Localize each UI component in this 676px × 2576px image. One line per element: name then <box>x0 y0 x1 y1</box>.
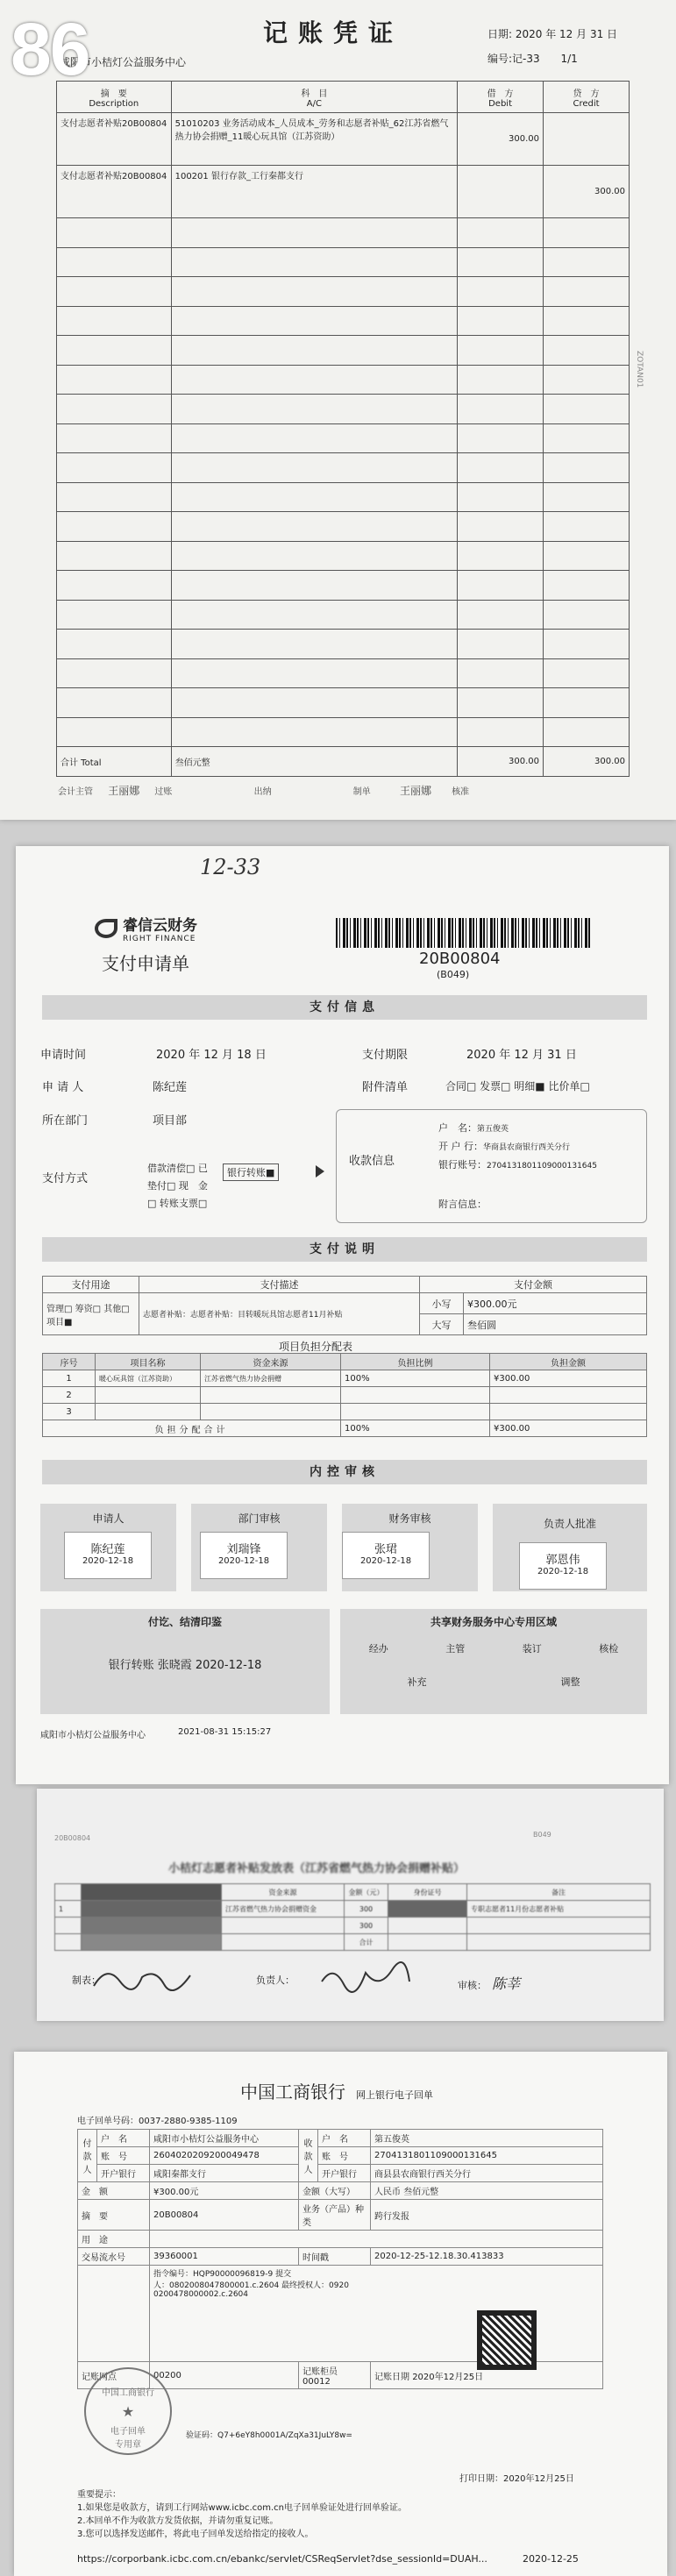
sheet-title: 小桔灯志愿者补贴发放表（江苏省燃气热力协会捐赠补贴） <box>168 1862 466 1875</box>
seq-no: 39360001 <box>150 2248 299 2266</box>
bank-seal: 中国工商银行 ★ 电子回单 专用章 <box>84 2367 172 2455</box>
sheet-table: 资金来源 金额（元） 身份证号 备注 1 江苏省燃气热力协会捐赠资金 300 专职志愿者11月份志愿者补贴 300 合计 <box>54 1883 651 1951</box>
pay-description: 志愿者补贴：志愿者补贴：目转暖玩具馆志愿者11月补贴 <box>139 1293 420 1335</box>
sig-responsible: 负责人： <box>256 1975 295 1986</box>
payer-bank: 咸阳秦都支行 <box>150 2165 299 2182</box>
voucher-page-count: 1/1 <box>560 53 578 65</box>
teller: 00012 <box>302 2377 331 2387</box>
qr-code <box>477 2310 537 2370</box>
amount-small: ¥300.00元 <box>464 1293 647 1314</box>
page-number-badge: 86 <box>11 8 89 90</box>
amount-big: 叁佰圆 <box>464 1314 647 1335</box>
deadline: 2020 年 12 月 31 日 <box>466 1049 577 1062</box>
handwritten-signature-1 <box>89 1960 195 1995</box>
applicant: 陈纪莲 <box>153 1081 188 1094</box>
no-label: 编号: <box>487 53 513 65</box>
flow-applicant: 申请人 <box>40 1504 176 1591</box>
table-row: 支付志愿者补贴20B00804 100201 银行存款_工行秦都支行 300.00 <box>57 166 630 218</box>
voucher-table <box>56 81 630 777</box>
important-notes: 重要提示： 1.如果您是收款方，请到工行网站www.icbc.com.cn电子回单验证处进行回单验证。 2.本回单不作为收款方发货依据，并请勿重复记账。 3.您可以选择发送邮件，将此电子回单发送给指定的接收人。 <box>77 2490 408 2539</box>
receipt-type: 网上银行电子回单 <box>356 2089 433 2101</box>
payer-account: 2604020209200049478 <box>150 2147 299 2165</box>
table-row: 3 <box>43 1404 647 1420</box>
share-area: 共享财务服务中心专用区域 经办 主管 装订 核检 补充 调整 <box>340 1609 647 1714</box>
barcode-sub: (B049) <box>437 969 470 980</box>
department: 项目部 <box>153 1114 188 1128</box>
payee-account: 2704131801109000131645 <box>487 1162 597 1171</box>
alloc-table: 序号 项目名称 资金来源 负担比例 负担金额 1 暖心玩具馆（江苏资助） 江苏省燃气热力协会捐赠 100% ¥300.00 2 3 负担分配合计 100% ¥300.00 <box>42 1353 647 1437</box>
section-pay-info: 支付信息 <box>42 995 647 1020</box>
table-row: 2 <box>43 1387 647 1404</box>
col-subject: 科 目 A/C <box>171 82 458 113</box>
payee-name: 第五俊英 <box>371 2130 603 2147</box>
arrow-right-icon <box>316 1165 324 1178</box>
col-summary: 摘 要 Description <box>57 82 172 113</box>
settle-area: 付讫、结清印鉴 银行转账 张晓霞 2020-12-18 <box>40 1609 330 1714</box>
use-options[interactable]: 管理□ 筹资□ 其他□ 项目■ <box>43 1293 139 1335</box>
voucher-no: 记-33 <box>512 53 540 65</box>
print-time: 2021-08-31 15:15:27 <box>178 1727 272 1737</box>
sig-review-name: 陈莘 <box>492 1975 521 1992</box>
flow-finance-review: 财务审核 <box>342 1504 478 1591</box>
sheet-right-note: B049 <box>533 1831 551 1839</box>
summary: 20B00804 <box>150 2200 299 2231</box>
method-selected[interactable]: 银行转账■ <box>223 1163 279 1181</box>
voucher-org: 咸阳市小桔灯公益服务中心 <box>60 56 187 68</box>
section-pay-desc: 支付说明 <box>42 1237 647 1262</box>
instruction-detail: 指令编号：HQP90000096819-9 提交 人：0802008047800001.c.2604 最终授权人：0920 0200478000002.c.2604 <box>150 2266 603 2362</box>
payer-name: 咸阳市小桔灯公益服务中心 <box>150 2130 299 2147</box>
payee-name: 第五俊英 <box>477 1125 509 1134</box>
voucher-date: 2020 年 12 月 31 日 <box>515 28 618 40</box>
voucher-page <box>0 0 676 820</box>
handwritten-code: 12-33 <box>200 855 261 879</box>
handwritten-signature-2 <box>317 1960 414 1995</box>
bank-name: 中国工商银行 <box>240 2081 345 2103</box>
sig-maker: 制表： <box>72 1975 101 1986</box>
brand-logo: 睿信云财务 RIGHT FINANCE <box>95 913 197 943</box>
timestamp: 2020-12-25-12.18.30.413833 <box>371 2248 603 2266</box>
total-row: 合计 Total 叁佰元整 300.00 300.00 <box>57 747 630 777</box>
verify-code: Q7+6eY8h0001A/ZqXa31JuLY8w= <box>217 2431 352 2440</box>
side-note: ZOTAN01 <box>635 351 644 388</box>
url-date: 2020-12-25 <box>523 2553 579 2565</box>
record-site: 00200 <box>150 2362 299 2389</box>
subsidy-sheet-page <box>37 1789 664 2021</box>
sig-review: 审核： <box>458 1980 487 1991</box>
desc-table: 支付用途 支付描述 支付金额 管理□ 筹资□ 其他□ 项目■ 志愿者补贴：志愿者补贴：目转暖玩具馆志愿者11月补贴 小写 ¥300.00元 大写 叁佰圆 <box>42 1276 647 1335</box>
print-date: 2020年12月25日 <box>503 2474 574 2484</box>
col-debit: 借 方 Debit <box>458 82 544 113</box>
payee-bank: 华商县农商银行西关分行 <box>483 1143 571 1152</box>
col-credit: 贷 方 Credit <box>544 82 630 113</box>
attach-options[interactable]: 合同□ 发票□ 明细■ 比价单□ <box>445 1080 590 1092</box>
amount: ¥300.00元 <box>150 2182 299 2200</box>
voucher-title: 记账凭证 <box>263 18 404 47</box>
receipt-no: 0037-2880-9385-1109 <box>139 2117 238 2126</box>
settle-stamp: 银行转账 张晓霞 2020-12-18 <box>108 1659 262 1672</box>
flow-dept-review: 部门审核 <box>191 1504 327 1591</box>
table-row: 支付志愿者补贴20B00804 51010203 业务活动成本_人员成本_劳务和志愿者补贴_62江苏省燃气热力协会捐赠_11暖心玩具馆（江苏资助） 300.00 <box>57 113 630 166</box>
alloc-title: 项目负担分配表 <box>279 1341 353 1353</box>
bank-receipt-page: 中国工商银行 网上银行电子回单 电子回单号码：0037-2880-9385-1109 付款人 户 名 咸阳市小桔灯公益服务中心 收款人 户 名 第五俊英 账 号 2604020209200049478 账 号 2704131801109000131645 开户银行 咸阳秦都支行 开户银行 商县县农商银行西关分行 金 额 ¥300.00元 金额（大写） 人民币 叁佰元整 摘 要 20B00804 业务（产品）种类 跨行发报 用 途 交易流水号 39360001 时间戳 2020-12-25-12.18.30.413833 指令编号：HQP90000096819-9 提交 人：0802008047800001.c.2604 最终授权人：0920 0200478000002.c.2604 记账网点 00200 记账柜员 00012 记账日期 2020年12月25日 中国工商银行 ★ 电子回单 专用章 验证码：Q7+6eY8h0001A/ZqXa31JuLY8w= 打印日期：2020年12月25日 重要提示： 1.如果您是收款方，请到工行网站www.icbc.com.cn电子回单验证处进行回单验证。 2.本回单不作为收款方发货依据，并请勿重复记账。 3.您可以选择发送邮件，将此电子回单发送给指定的接收人。 https://corporbank.icbc.com.cn/ebankc/servlet/CSReqServlet?dse_sessionId=DUAH... 2020-12-25 <box>14 2052 667 2576</box>
biz-type: 跨行发报 <box>371 2200 603 2231</box>
apply-time: 2020 年 12 月 18 日 <box>156 1049 267 1062</box>
receipt-table: 付款人 户 名 咸阳市小桔灯公益服务中心 收款人 户 名 第五俊英 账 号 2604020209200049478 账 号 2704131801109000131645 开户银行 咸阳秦都支行 开户银行 商县县农商银行西关分行 金 额 ¥300.00元 金额（大写） 人民币 叁佰元整 摘 要 20B00804 业务（产品）种类 跨行发报 用 途 交易流水号 39360001 时间戳 2020-12-25-12.18.30.413833 指令编号：HQP90000096819-9 提交 人：0802008047800001.c.2604 最终授权人：0920 0200478000002.c.2604 记账网点 00200 记账柜员 00012 记账日期 2020年12月25日 <box>77 2129 603 2389</box>
payee-bank: 商县县农商银行西关分行 <box>371 2165 603 2182</box>
remark-label: 附言信息： <box>438 1199 487 1210</box>
page-url[interactable]: https://corporbank.icbc.com.cn/ebankc/servlet/CSReqServlet?dse_sessionId=DUAH... <box>77 2553 487 2565</box>
section-internal-control: 内控审核 <box>42 1460 647 1484</box>
table-row: 1 暖心玩具馆（江苏资助） 江苏省燃气热力协会捐赠 100% ¥300.00 <box>43 1370 647 1387</box>
barcode-text: 20B00804 <box>419 950 501 968</box>
payment-request-page: 12-33 睿信云财务 RIGHT FINANCE 支付申请单 20B00804 (B049) 支付信息 申请时间 2020 年 12 月 18 日 支付期限 2020 年 12 月 31 日 申 请 人 陈纪莲 附件清单 合同□ 发票□ 明细■ 比价单□ 所在部门 项目部 支付方式 借款清偿□ 已垫付□ 现 金□ 转账支票□ 银行转账■ 收款信息 户 名：第五俊英 开 户 行：华商县农商银行西关分行 银行账号：2704131801109000131645 附言信息： 支付说明 支付用途 支付描述 支付金额 管理□ 筹资□ 其他□ 项目■ 志愿者补贴：志愿者补贴：目转暖玩具馆志愿者11月补贴 小写 ¥300.00元 大写 叁佰圆 项目负担分配表 序号 项目名称 资金来源 负担比例 负担金额 1 暖心玩具馆（江苏资助） 江苏省燃气热力协会捐赠 100% ¥300.00 2 3 负担分配合计 100% ¥300.00 内控审核 申请人 陈纪莲 2020-12-18 部门审核 刘瑞锋 2020-12-18 财务审核 张珺 2020-12-18 负责人批准 郭恩伟 2020-12-18 付讫、结清印鉴 银行转账 张晓霞 2020-12-18 共享财务服务中心专用区域 经办 主管 装订 核检 补充 调整 咸阳市小桔灯公益服务中心 2021-08-31 15:15:27 <box>16 846 669 1784</box>
org-footer: 咸阳市小桔灯公益服务中心 <box>40 1731 146 1740</box>
flow-approval: 负责人批准 <box>493 1504 647 1591</box>
brand-icon <box>95 919 117 938</box>
method-options[interactable]: 借款清偿□ 已垫付□ 现 金□ 转账支票□ <box>147 1163 208 1209</box>
date-label: 日期: <box>487 28 513 40</box>
form-title: 支付申请单 <box>102 953 189 974</box>
sheet-left-note: 20B00804 <box>54 1834 91 1842</box>
voucher-footer: 会计主管 王丽娜 过账 出纳 制单 王丽娜 核准 <box>58 785 470 797</box>
payee-account: 2704131801109000131645 <box>371 2147 603 2165</box>
record-date: 2020年12月25日 <box>412 2372 484 2382</box>
amount-capital: 人民币 叁佰元整 <box>371 2182 603 2200</box>
barcode <box>336 918 590 948</box>
